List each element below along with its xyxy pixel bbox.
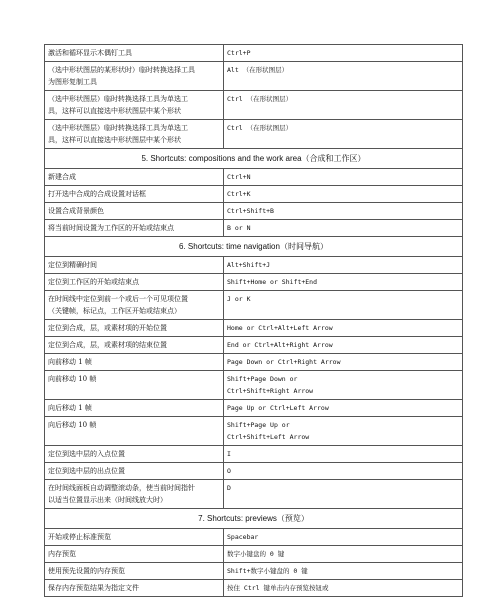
action-cell xyxy=(45,62,224,91)
shortcut-text: Page Up or Ctrl+Left Arrow xyxy=(227,404,329,412)
shortcut-cell xyxy=(224,203,463,220)
shortcut-row xyxy=(45,186,463,203)
action-text: （选中形状图层的某形状时）临时转换选择工具 xyxy=(48,66,195,74)
shortcut-cell xyxy=(224,529,463,546)
action-cell xyxy=(45,446,224,463)
section-heading-row xyxy=(45,509,463,529)
action-cell xyxy=(45,417,224,446)
shortcut-row xyxy=(45,291,463,320)
shortcut-cell xyxy=(224,220,463,237)
action-text: 为图形复制工具 xyxy=(48,78,97,86)
action-text: 向前移动 1 帧 xyxy=(48,358,92,366)
action-cell xyxy=(45,400,224,417)
action-text: 打开选中合成的合成设置对话框 xyxy=(48,190,146,198)
action-text: 向前移动 10 帧 xyxy=(48,375,97,383)
shortcut-text: O xyxy=(227,467,231,475)
shortcut-cell xyxy=(224,291,463,320)
shortcut-row xyxy=(45,62,463,91)
action-cell xyxy=(45,169,224,186)
shortcut-row xyxy=(45,203,463,220)
action-cell xyxy=(45,91,224,120)
shortcut-row xyxy=(45,371,463,400)
action-text: 内存预览 xyxy=(48,550,76,558)
shortcut-text: Shift+Home or Shift+End xyxy=(227,278,318,286)
shortcut-row xyxy=(45,274,463,291)
shortcut-cell xyxy=(224,446,463,463)
shortcut-row xyxy=(45,169,463,186)
action-cell xyxy=(45,480,224,509)
action-cell xyxy=(45,257,224,274)
shortcut-text: Home or Ctrl+Alt+Left Arrow xyxy=(227,324,333,332)
shortcut-table-body xyxy=(45,45,463,597)
action-text: 将当前时间设置为工作区的开始或结束点 xyxy=(48,224,174,232)
action-cell xyxy=(45,546,224,563)
action-cell xyxy=(45,203,224,220)
section-heading-row xyxy=(45,149,463,169)
shortcut-cell xyxy=(224,320,463,337)
shortcut-row xyxy=(45,580,463,597)
shortcut-row xyxy=(45,320,463,337)
shortcut-text: End or Ctrl+Alt+Right Arrow xyxy=(227,341,333,349)
shortcut-text: 按住 Ctrl 键单击内存预览按钮或 xyxy=(227,584,329,592)
action-text: 定位到精确时间 xyxy=(48,261,97,269)
shortcut-text: Ctrl+P xyxy=(227,49,251,57)
action-cell xyxy=(45,186,224,203)
shortcut-row xyxy=(45,529,463,546)
shortcut-text: J or K xyxy=(227,295,251,303)
action-cell xyxy=(45,320,224,337)
shortcut-cell xyxy=(224,169,463,186)
action-text: （选中形状图层）临时转换选择工具为单选工 xyxy=(48,95,188,103)
action-text: 设置合成背景颜色 xyxy=(48,207,104,215)
shortcut-text: I xyxy=(227,450,231,458)
action-text: 在时间线面板自动调整滚动条，使当前时间指针 xyxy=(48,484,195,492)
shortcut-row xyxy=(45,45,463,62)
shortcut-text: D xyxy=(227,484,231,492)
action-cell xyxy=(45,45,224,62)
shortcut-row xyxy=(45,446,463,463)
shortcut-cell xyxy=(224,371,463,400)
action-text: 新建合成 xyxy=(48,173,76,181)
action-text: 保存内存预览结果为指定文件 xyxy=(48,584,139,592)
shortcut-row xyxy=(45,354,463,371)
action-text: 具，这样可以直接选中形状图层中某个形状 xyxy=(48,136,181,144)
shortcut-table xyxy=(44,44,463,597)
shortcut-row xyxy=(45,563,463,580)
action-cell xyxy=(45,463,224,480)
action-cell xyxy=(45,274,224,291)
shortcut-row xyxy=(45,400,463,417)
shortcut-cell xyxy=(224,120,463,149)
shortcut-cell xyxy=(224,91,463,120)
action-cell xyxy=(45,563,224,580)
action-cell xyxy=(45,291,224,320)
action-text: （选中形状图层）临时转换选择工具为单选工 xyxy=(48,124,188,132)
shortcut-text: Alt （在形状图层） xyxy=(227,66,289,74)
shortcut-cell xyxy=(224,417,463,446)
section-heading-row xyxy=(45,237,463,257)
shortcut-text: Ctrl+K xyxy=(227,190,251,198)
document-page xyxy=(44,44,456,597)
shortcut-row xyxy=(45,480,463,509)
shortcut-text: B or N xyxy=(227,224,251,232)
action-text: 向后移动 1 帧 xyxy=(48,404,92,412)
action-cell xyxy=(45,354,224,371)
shortcut-text: Ctrl+Shift+B xyxy=(227,207,274,215)
action-text: 定位到选中层的出点位置 xyxy=(48,467,125,475)
shortcut-row xyxy=(45,257,463,274)
shortcut-cell xyxy=(224,257,463,274)
shortcut-text: Shift+Page Down or xyxy=(227,375,298,383)
action-text: 向后移动 10 帧 xyxy=(48,421,97,429)
shortcut-text: 数字小键盘的 0 键 xyxy=(227,550,285,558)
action-text: 在时间线中定位到前一个或后一个可见项位置 xyxy=(48,295,188,303)
shortcut-text: Page Down or Ctrl+Right Arrow xyxy=(227,358,341,366)
shortcut-cell xyxy=(224,480,463,509)
shortcut-cell xyxy=(224,400,463,417)
shortcut-row xyxy=(45,220,463,237)
shortcut-row xyxy=(45,546,463,563)
shortcut-cell xyxy=(224,546,463,563)
action-text: （关键帧，标记点，工作区开始或结束点） xyxy=(48,307,181,315)
shortcut-text: Shift+Page Up or xyxy=(227,421,290,429)
section-heading: 5. Shortcuts: compositions and the work area（合成和工作区） xyxy=(45,149,463,169)
shortcut-text: Ctrl （在形状图层） xyxy=(227,124,293,132)
section-heading: 7. Shortcuts: previews（预览） xyxy=(45,509,463,529)
action-text: 定位到工作区的开始或结束点 xyxy=(48,278,139,286)
action-cell xyxy=(45,220,224,237)
shortcut-cell xyxy=(224,45,463,62)
action-cell xyxy=(45,337,224,354)
shortcut-row xyxy=(45,463,463,480)
shortcut-cell xyxy=(224,186,463,203)
shortcut-cell xyxy=(224,563,463,580)
action-text: 具，这样可以直接选中形状图层中某个形状 xyxy=(48,107,181,115)
shortcut-text: Ctrl+Shift+Left Arrow xyxy=(227,433,310,441)
shortcut-text: Shift+数字小键盘的 0 键 xyxy=(227,567,308,575)
action-text: 定位到合成，层，或素材项的结束位置 xyxy=(48,341,167,349)
shortcut-text: Spacebar xyxy=(227,533,259,541)
action-text: 使用预先设置的内存预览 xyxy=(48,567,125,575)
shortcut-row xyxy=(45,417,463,446)
shortcut-cell xyxy=(224,62,463,91)
shortcut-cell xyxy=(224,274,463,291)
shortcut-cell xyxy=(224,354,463,371)
shortcut-row xyxy=(45,120,463,149)
action-text: 开始或停止标准预览 xyxy=(48,533,111,541)
shortcut-cell xyxy=(224,580,463,597)
action-text: 定位到合成，层，或素材项的开始位置 xyxy=(48,324,167,332)
shortcut-row xyxy=(45,337,463,354)
shortcut-text: Alt+Shift+J xyxy=(227,261,271,269)
shortcut-cell xyxy=(224,337,463,354)
action-text: 定位到选中层的入点位置 xyxy=(48,450,125,458)
section-heading: 6. Shortcuts: time navigation（时间导航） xyxy=(45,237,463,257)
action-cell xyxy=(45,580,224,597)
shortcut-text: Ctrl+N xyxy=(227,173,251,181)
shortcut-text: Ctrl+Shift+Right Arrow xyxy=(227,387,314,395)
shortcut-cell xyxy=(224,463,463,480)
action-text: 激活和循环显示木偶钉工具 xyxy=(48,49,132,57)
action-cell xyxy=(45,371,224,400)
action-cell xyxy=(45,529,224,546)
shortcut-row xyxy=(45,91,463,120)
shortcut-text: Ctrl （在形状图层） xyxy=(227,95,293,103)
action-text: 以适当位置显示出来（时间线放大时） xyxy=(48,496,167,504)
action-cell xyxy=(45,120,224,149)
